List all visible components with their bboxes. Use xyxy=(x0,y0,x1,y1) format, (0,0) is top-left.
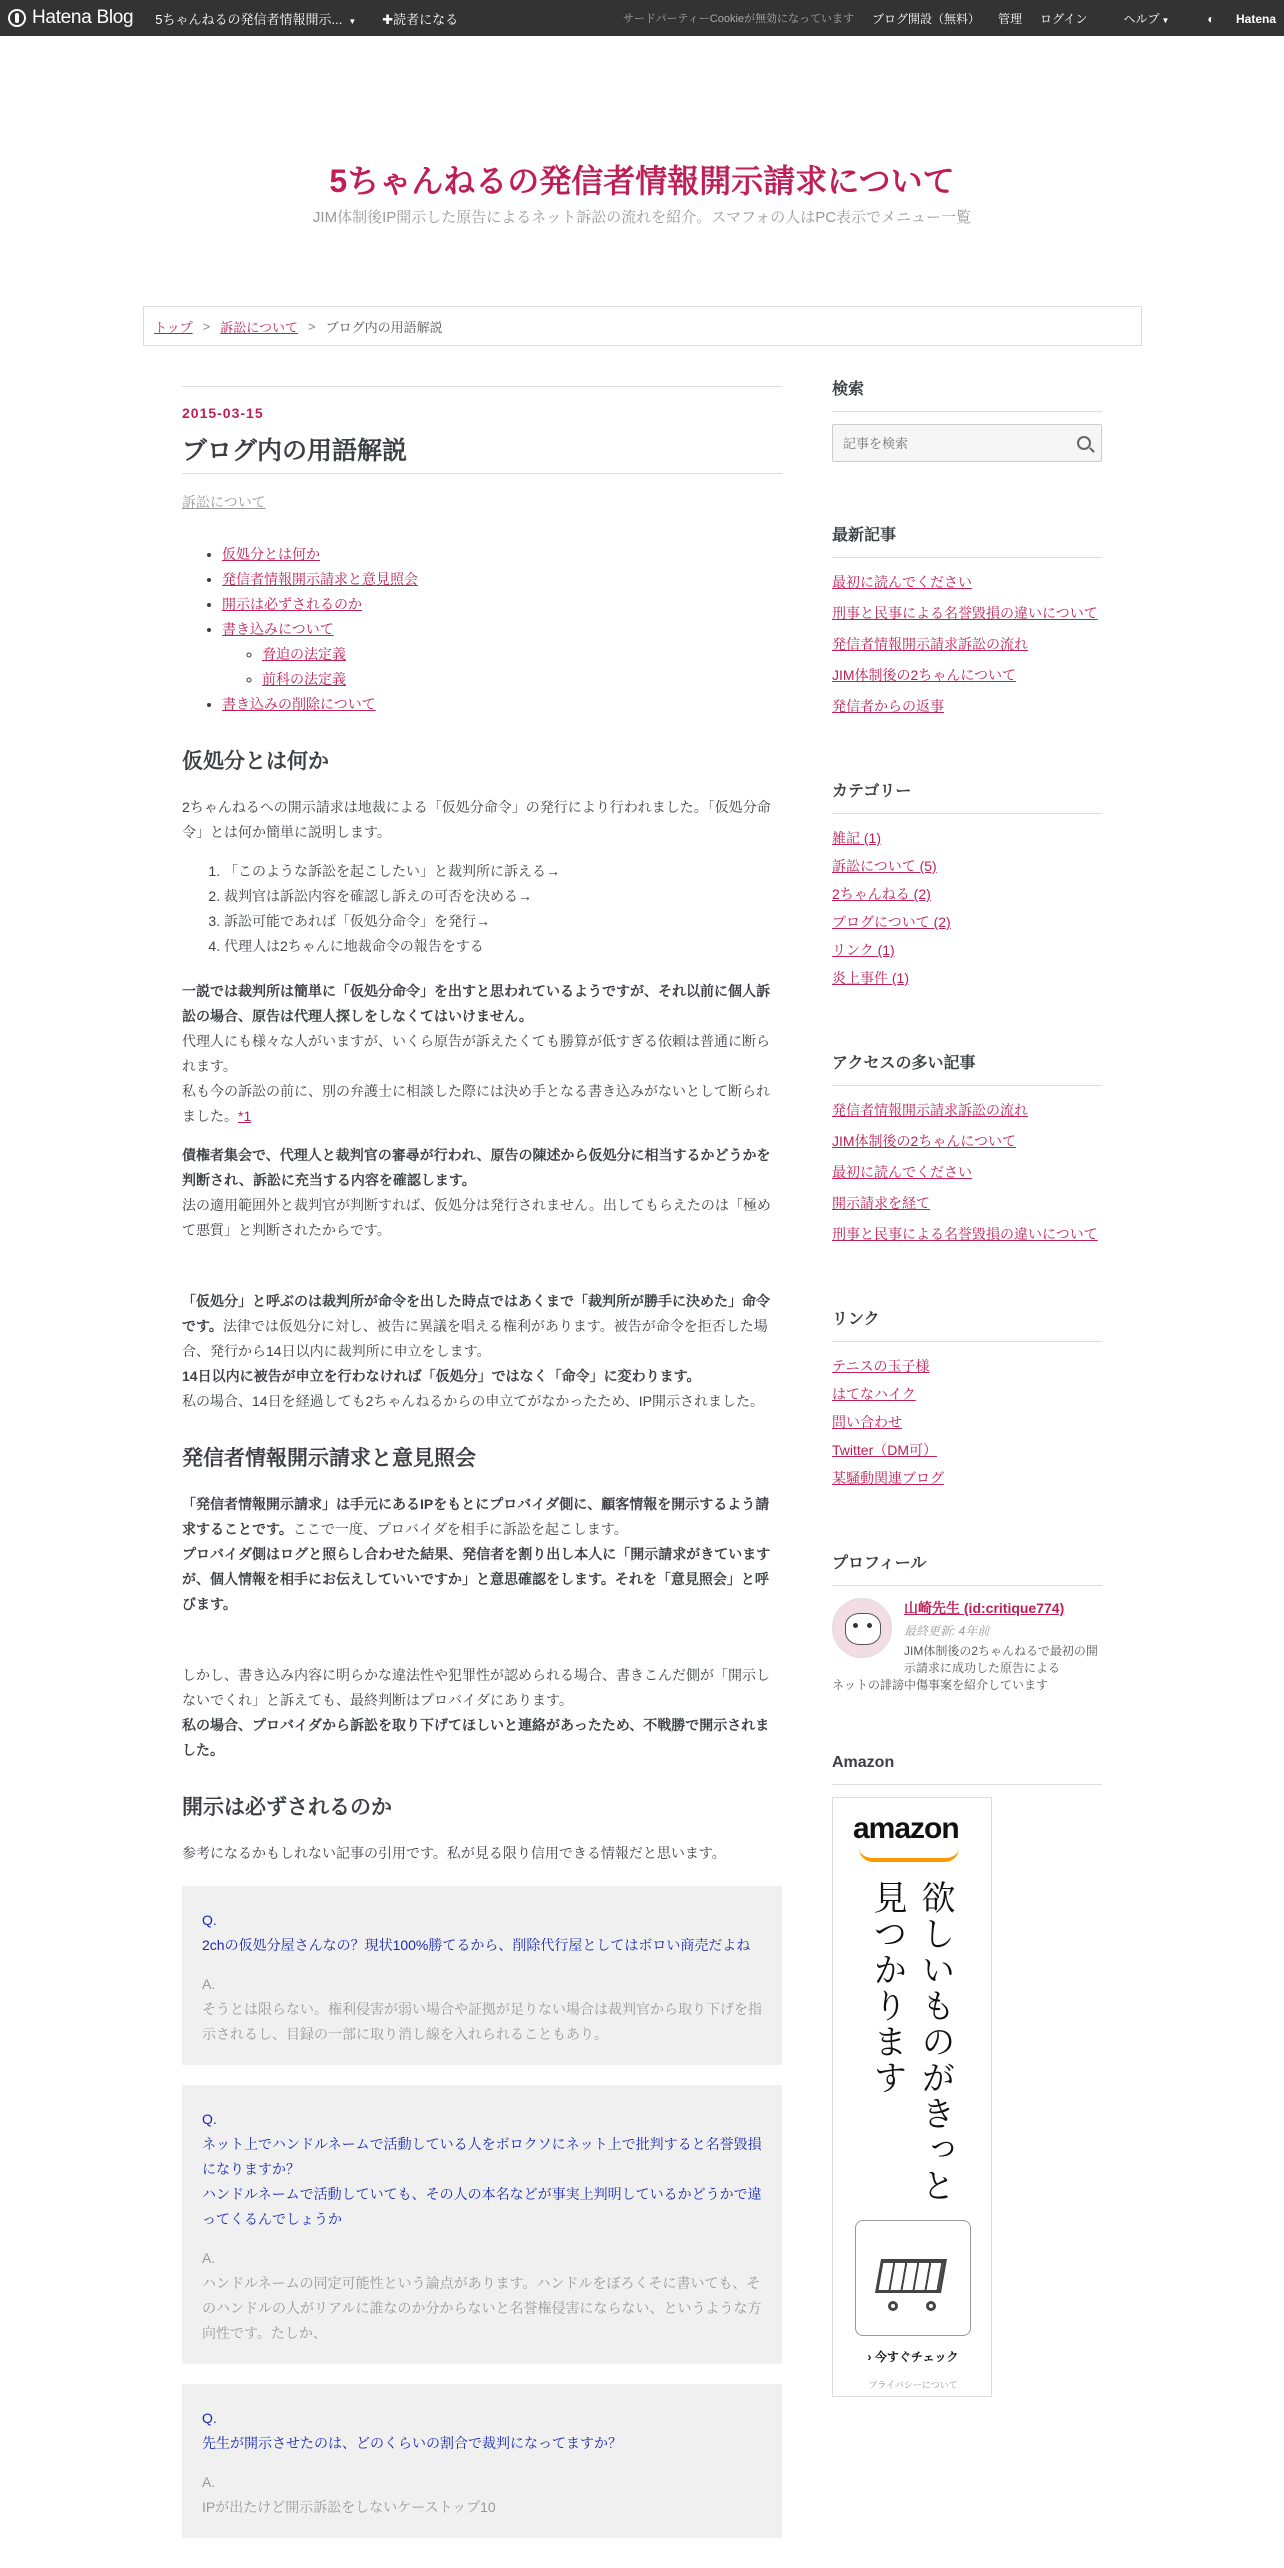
paragraph: 債権者集会で、代理人と裁判官の審尋が行われ、原告の陳述から仮処分に相当するかどうかを判断され、訴訟に充当する内容を確認します。 法の適用範囲外と裁判官が判断すれば、仮処分は発行されません。出してもらえたのは「極めて悪質」と判断されたからです。 xyxy=(182,1147,771,1238)
toc-item[interactable]: 仮処分とは何か xyxy=(222,546,320,562)
hatena-menu[interactable]: ◐ Hatena xyxy=(1207,12,1276,26)
answer-text: ハンドルネームの同定可能性という論点があります。ハンドルをぼろくそに書いても、そのハンドルの人がリアルに誰なのか分からないと名誉権侵害にならない、というような方向性です。たしか、 xyxy=(202,2275,762,2341)
profile-name-link[interactable]: 山崎先生 (id:critique774) xyxy=(904,1600,1065,1616)
quote-block xyxy=(182,2085,782,2364)
breadcrumb-separator: > xyxy=(202,318,211,334)
blog-title[interactable]: 5ちゃんねるの発信者情報開示請求について xyxy=(329,163,955,199)
caret-down-icon: ▼ xyxy=(348,16,357,26)
ad-copy: 欲しいものがきっと見つかります xyxy=(868,1880,954,2204)
global-header xyxy=(0,0,1284,36)
section-heading: 発信者情報開示請求と意見照会 xyxy=(182,1447,476,1470)
blog-description: JIM体制後IP開示した原告によるネット訴訟の流れを紹介。スマフォの人はPC表示でメニュー一覧 xyxy=(312,209,972,226)
help-menu[interactable]: ヘルプ ▼ xyxy=(1123,11,1170,26)
avatar[interactable] xyxy=(832,1598,892,1658)
list-item: 2. 裁判官は訴訟内容を確認し訴えの可否を決める→ xyxy=(224,884,782,909)
paragraph: 「仮処分」と呼ぶのは裁判所が命令を出した時点ではあくまで「裁判所が勝手に決めた」命令です。法律では仮処分に対し、被告に異議を唱える権利があります。被告が命令を拒否した場合、発行から14日以内に裁判所に申立をします。 14日以内に被告が申立を行わなければ「仮処分」ではなく「命令」に変わります。 私の場合、14日を経過しても2ちゃんねるからの申立てがなかったため、IP開示されました。 xyxy=(182,1293,770,1409)
popular-entries-module xyxy=(832,1050,1102,1246)
answer-text: そうとは限らない。権利侵害が弱い場合や証拠が足りない場合は裁判官から取り下げを指示されるし、目録の一部に取り消し線を入れられることもあり。 xyxy=(202,2001,762,2042)
steps-list xyxy=(182,859,782,959)
login-link[interactable]: ログイン xyxy=(1040,11,1088,26)
module-title: 検索 xyxy=(832,376,1102,412)
ad-cta-link[interactable]: › 今すぐチェック xyxy=(867,2350,959,2364)
search-box xyxy=(832,424,1102,462)
recent-entries-module xyxy=(832,522,1102,718)
category-link[interactable]: 2ちゃんねる (2) xyxy=(832,886,931,902)
amazon-module xyxy=(832,1754,1102,2397)
search-module xyxy=(832,376,1102,462)
popular-entry-link[interactable]: 最初に読んでください xyxy=(832,1164,972,1180)
popular-entry-link[interactable]: 発信者情報開示請求訴訟の流れ xyxy=(832,1102,1028,1118)
toc-subitem[interactable]: 脅迫の法定義 xyxy=(262,646,346,662)
amazon-logo: amazon xyxy=(853,1812,959,1845)
quote-block xyxy=(182,1886,782,2065)
question-text: 2chの仮処分屋さんなの？現状100%勝てるから、削除代行屋としてはボロい商売だよね xyxy=(202,1937,751,1953)
categories-module xyxy=(832,778,1102,990)
profile-about: ネットの誹謗中傷事案を紹介しています xyxy=(832,1678,1049,1692)
list-item: 1. 「このような訴訟を起こしたい」と裁判所に訴える→ xyxy=(224,859,782,884)
category-link[interactable]: 訴訟について (5) xyxy=(832,858,937,874)
section-heading: 開示は必ずされるのか xyxy=(182,1796,392,1819)
breadcrumb xyxy=(143,306,1142,346)
quote-block xyxy=(182,2384,782,2538)
hatena-blog-logo[interactable]: Hatena Blog xyxy=(0,7,133,29)
external-link[interactable]: はてなハイク xyxy=(832,1386,916,1402)
popular-entry-link[interactable]: 開示請求を経て xyxy=(832,1195,930,1211)
question-label: Q. xyxy=(202,2111,217,2127)
toc-item[interactable]: 開示は必ずされるのか xyxy=(222,596,362,612)
popular-entry-link[interactable]: JIM体制後の2ちゃんについて xyxy=(832,1133,1017,1149)
paragraph: 2ちゃんねるへの開示請求は地裁による「仮処分命令」の発行により行われました。「仮処分命令」とは何か簡単に説明します。 xyxy=(182,799,771,840)
breadcrumb-current: ブログ内の用語解説 xyxy=(325,319,443,335)
search-input[interactable] xyxy=(843,436,1077,451)
entry-category-link[interactable]: 訴訟について xyxy=(182,494,266,510)
module-title: アクセスの多い記事 xyxy=(832,1050,1102,1086)
sidebar xyxy=(832,376,1102,2457)
external-link[interactable]: 問い合わせ xyxy=(832,1414,902,1430)
hatena-logo-icon xyxy=(8,9,26,27)
question-label: Q. xyxy=(202,2410,217,2426)
footnote-link[interactable]: *1 xyxy=(238,1108,252,1124)
question-label: Q. xyxy=(202,1912,217,1928)
section-heading: 仮処分とは何か xyxy=(182,750,329,773)
breadcrumb-separator: > xyxy=(307,318,316,334)
answer-label: A. xyxy=(202,2250,216,2266)
category-link[interactable]: 雑記 (1) xyxy=(832,830,881,846)
module-title: 最新記事 xyxy=(832,522,1102,558)
search-icon[interactable] xyxy=(1077,436,1091,450)
question-text: ネット上でハンドルネームで活動している人をボロクソにネット上で批判すると名誉毀損になりますか？ ハンドルネームで活動していても、その人の本名などが事実上判明しているかどうかで違ってくるんでしょうか xyxy=(202,2136,762,2227)
breadcrumb-category[interactable]: 訴訟について xyxy=(220,319,298,335)
external-link[interactable]: Twitter（DM可） xyxy=(832,1442,937,1458)
answer-text: IPが出たけど開示訴訟をしないケーストップ10 xyxy=(202,2499,496,2515)
external-link[interactable]: テニスの玉子様 xyxy=(832,1358,930,1374)
entry-title[interactable]: ブログ内の用語解説 xyxy=(182,431,782,474)
subscribe-button[interactable]: ✚読者になる xyxy=(382,11,459,27)
entry-date[interactable]: 2015-03-15 xyxy=(182,405,264,421)
amazon-ad[interactable] xyxy=(832,1797,992,2397)
external-link[interactable]: 某騒動関連ブログ xyxy=(832,1470,944,1486)
category-link[interactable]: 炎上事件 (1) xyxy=(832,970,909,986)
breadcrumb-top[interactable]: トップ xyxy=(154,319,193,335)
toc-item[interactable]: 書き込みの削除について xyxy=(222,696,376,712)
module-title: プロフィール xyxy=(832,1550,1102,1586)
links-module xyxy=(832,1306,1102,1490)
toc-item[interactable]: 書き込みについて xyxy=(222,621,334,637)
module-title: Amazon xyxy=(832,1754,1102,1785)
blog-name-menu[interactable]: 5ちゃんねるの発信者情報開示... ▼ xyxy=(155,11,357,27)
category-link[interactable]: リンク (1) xyxy=(832,942,895,958)
profile-about: JIM体制後の2ちゃんねるで最初の開示請求に成功した原告による xyxy=(904,1644,1098,1675)
popular-entry-link[interactable]: 刑事と民事による名誉毀損の違いについて xyxy=(832,1226,1098,1242)
toc-subitem[interactable]: 前科の法定義 xyxy=(262,671,346,687)
open-blog-link[interactable]: ブログ開設（無料） xyxy=(872,11,981,26)
recent-entry-link[interactable]: 発信者情報開示請求訴訟の流れ xyxy=(832,636,1028,652)
question-text: 先生が開示させたのは、どのくらいの割合で裁判になってますか？ xyxy=(202,2435,622,2451)
paragraph: 参考になるかもしれない記事の引用です。私が見る限り信用できる情報だと思います。 xyxy=(182,1845,726,1861)
cookie-notice[interactable]: サードパーティーCookieが無効になっています xyxy=(622,13,855,25)
recent-entry-link[interactable]: 刑事と民事による名誉毀損の違いについて xyxy=(832,605,1098,621)
paragraph: しかし、書き込み内容に明らかな違法性や犯罪性が認められる場合、書きこんだ側が「開示しないでくれ」と訴えても、最終判断はプロバイダにあります。 私の場合、プロバイダから訴訟を取り下げてほしいと連絡があったため、不戦勝で開示されました。 xyxy=(182,1667,770,1758)
manage-link[interactable]: 管理 xyxy=(998,11,1023,26)
answer-label: A. xyxy=(202,2474,216,2490)
entry xyxy=(182,386,782,2538)
ad-privacy-link[interactable]: プライバシーについて xyxy=(868,2380,958,2390)
recent-entry-link[interactable]: 発信者からの返事 xyxy=(832,698,944,714)
table-of-contents xyxy=(182,542,782,717)
module-title: カテゴリー xyxy=(832,778,1102,814)
module-title: リンク xyxy=(832,1306,1102,1342)
profile-updated: 最終更新: 4年前 xyxy=(904,1624,990,1638)
hatena-logo-icon: ◐ xyxy=(1207,12,1218,26)
paragraph: 「発信者情報開示請求」は手元にあるIPをもとにプロバイダ側に、顧客情報を開示するよう請求することです。ここで一度、プロバイダを相手に訴訟を起こします。 プロバイダ側はログと照らし合わせた結果、発信者を割り出し本人に「開示請求がきていますが、個人情報を相手にお伝えしていいですか」と意思確認をします。それを「意見照会」と呼びます。 xyxy=(182,1496,771,1612)
toc-item[interactable]: 発信者情報開示請求と意見照会 xyxy=(222,571,418,587)
shopping-cart-icon xyxy=(855,2220,971,2336)
answer-label: A. xyxy=(202,1976,216,1992)
list-item: 4. 代理人は2ちゃんに地裁命令の報告をする xyxy=(224,934,782,959)
profile-module xyxy=(832,1550,1102,1694)
paragraph: 一説では裁判所は簡単に「仮処分命令」を出すと思われているようですが、それ以前に個人訴訟の場合、原告は代理人探しをしなくてはいけません。 代理人にも様々な人がいますが、いくら原告が訴えたくても勝算が低すぎる依頼は普通に断られます。 私も今の訴訟の前に、別の弁護士に相談した際には決め手となる書き込みがないとして断られました。*1 xyxy=(182,983,770,1124)
caret-down-icon: ▼ xyxy=(1161,15,1170,25)
recent-entry-link[interactable]: 最初に読んでください xyxy=(832,574,972,590)
category-link[interactable]: ブログについて (2) xyxy=(832,914,951,930)
list-item: 3. 訴訟可能であれば「仮処分命令」を発行→ xyxy=(224,909,782,934)
recent-entry-link[interactable]: JIM体制後の2ちゃんについて xyxy=(832,667,1017,683)
amazon-smile-icon xyxy=(859,1848,959,1862)
